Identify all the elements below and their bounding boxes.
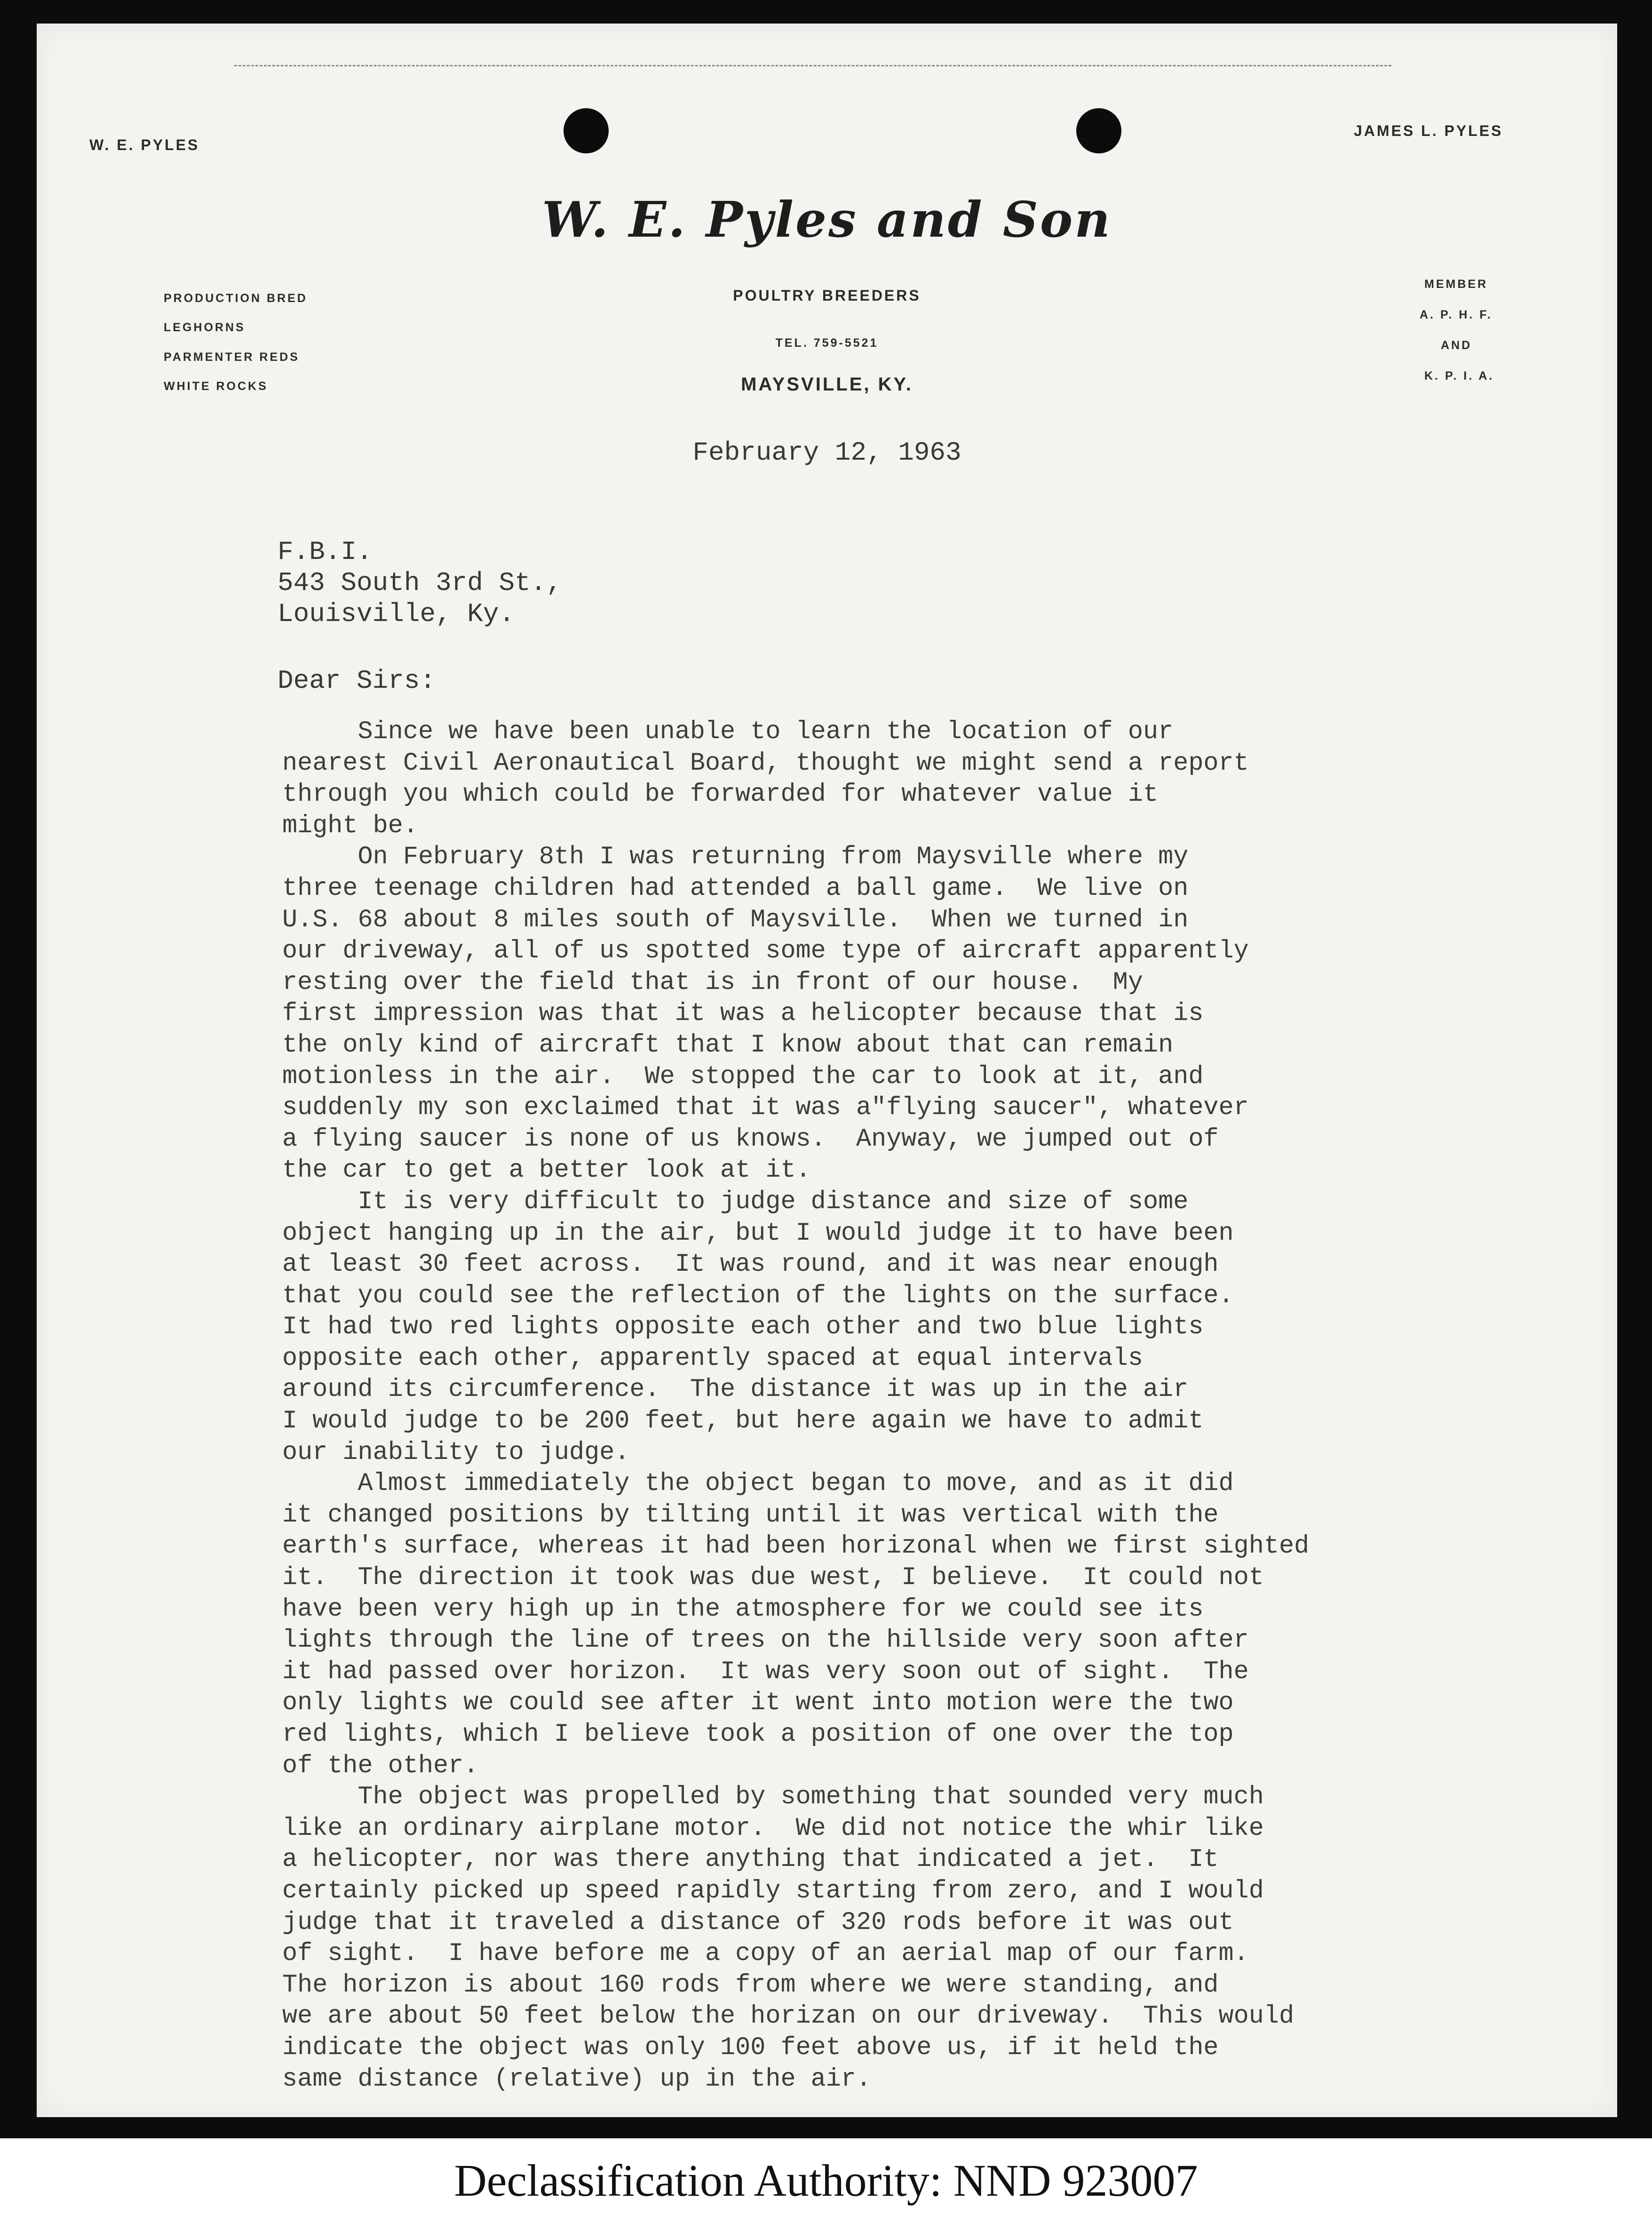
- body-line: it. The direction it took was due west, I believe. It could not: [282, 1563, 1264, 1593]
- membership-item: AND: [1441, 339, 1472, 352]
- body-line: Almost immediately the object began to move, and as it did: [282, 1469, 1234, 1498]
- breed-item: LEGHORNS: [164, 321, 246, 334]
- body-line: around its circumference. The distance it was up in the air: [282, 1375, 1189, 1404]
- body-line: resting over the field that is in front of our house. My: [282, 968, 1143, 997]
- business-line: POULTRY BREEDERS: [733, 287, 921, 304]
- body-line: it had passed over horizon. It was very soon out of sight. The: [282, 1657, 1249, 1686]
- letter-body: [282, 717, 1309, 2095]
- body-line: might be.: [282, 811, 418, 840]
- body-line: of the other.: [282, 1751, 479, 1780]
- body-line: our driveway, all of us spotted some type of aircraft apparently: [282, 937, 1249, 966]
- telephone-line: TEL. 759-5521: [775, 336, 879, 350]
- body-line: The object was propelled by something that sounded very much: [282, 1783, 1264, 1812]
- body-line: suddenly my son exclaimed that it was a"flying saucer", whatever: [282, 1093, 1249, 1123]
- recipient-line: 543 South 3rd St.,: [278, 568, 562, 598]
- membership-item: K. P. I. A.: [1424, 369, 1494, 382]
- body-line: indicate the object was only 100 feet above us, if it held the: [282, 2033, 1219, 2062]
- top-rule: [234, 65, 1391, 66]
- body-line: It is very difficult to judge distance and size of some: [282, 1187, 1189, 1216]
- firm-name: W. E. Pyles and Son: [542, 191, 1112, 248]
- membership-item: A. P. H. F.: [1420, 308, 1493, 321]
- body-line: motionless in the air. We stopped the car to look at it, and: [282, 1062, 1204, 1091]
- recipient-line: F.B.I.: [278, 537, 373, 567]
- body-line: It had two red lights opposite each other and two blue lights: [282, 1313, 1204, 1342]
- body-line: at least 30 feet across. It was round, and it was near enough: [282, 1250, 1219, 1279]
- body-line: On February 8th I was returning from Maysville where my: [282, 843, 1189, 872]
- recipient-line: Louisville, Ky.: [278, 599, 515, 629]
- body-line: a flying saucer is none of us knows. Anyway, we jumped out of: [282, 1124, 1219, 1154]
- salutation: Dear Sirs:: [278, 666, 436, 696]
- body-line: through you which could be forwarded for whatever value it: [282, 780, 1159, 809]
- body-line: The horizon is about 160 rods from where we were standing, and: [282, 1970, 1219, 2000]
- breed-item: PRODUCTION BRED: [164, 292, 308, 305]
- body-line: Since we have been unable to learn the location of our: [282, 717, 1174, 746]
- body-line: certainly picked up speed rapidly starting from zero, and I would: [282, 1876, 1264, 1905]
- body-line: we are about 50 feet below the horizan on our driveway. This would: [282, 2002, 1295, 2031]
- body-line: nearest Civil Aeronautical Board, thought we might send a report: [282, 749, 1249, 778]
- body-line: it changed positions by tilting until it was vertical with the: [282, 1500, 1219, 1530]
- body-line: red lights, which I believe took a position of one over the top: [282, 1720, 1234, 1749]
- membership-item: MEMBER: [1424, 278, 1488, 291]
- punch-hole-left: [564, 108, 609, 153]
- body-line: like an ordinary airplane motor. We did not notice the whir like: [282, 1814, 1264, 1843]
- body-line: opposite each other, apparently spaced at equal intervals: [282, 1344, 1143, 1373]
- body-line: of sight. I have before me a copy of an aerial map of our farm.: [282, 1939, 1249, 1968]
- body-line: our inability to judge.: [282, 1438, 630, 1467]
- letterhead-right-name: JAMES L. PYLES: [1354, 122, 1503, 139]
- breed-item: WHITE ROCKS: [164, 380, 268, 393]
- body-line: three teenage children had attended a ball game. We live on: [282, 874, 1189, 903]
- body-line: same distance (relative) up in the air.: [282, 2064, 872, 2094]
- body-line: a helicopter, nor was there anything that indicated a jet. It: [282, 1845, 1219, 1874]
- body-line: the car to get a better look at it.: [282, 1156, 811, 1185]
- declassification-footer: Declassification Authority: NND 923007: [0, 2138, 1652, 2223]
- body-line: judge that it traveled a distance of 320 rods before it was out: [282, 1908, 1234, 1937]
- body-line: lights through the line of trees on the hillside very soon after: [282, 1626, 1249, 1655]
- letterhead-left-name: W. E. PYLES: [89, 136, 200, 153]
- body-line: first impression was that it was a helicopter because that is: [282, 999, 1204, 1028]
- location-line: MAYSVILLE, KY.: [741, 374, 913, 395]
- breed-item: PARMENTER REDS: [164, 351, 300, 364]
- letter-page: [37, 24, 1617, 2117]
- body-line: only lights we could see after it went into motion were the two: [282, 1689, 1234, 1718]
- body-line: have been very high up in the atmosphere for we could see its: [282, 1594, 1204, 1624]
- body-line: earth's surface, whereas it had been horizonal when we first sighted: [282, 1532, 1310, 1561]
- body-line: the only kind of aircraft that I know about that can remain: [282, 1030, 1174, 1060]
- body-line: that you could see the reflection of the lights on the surface.: [282, 1281, 1234, 1310]
- body-line: object hanging up in the air, but I would judge it to have been: [282, 1219, 1234, 1248]
- letter-date: February 12, 1963: [692, 438, 961, 468]
- body-line: I would judge to be 200 feet, but here again we have to admit: [282, 1407, 1204, 1436]
- recipient-address: [278, 536, 562, 629]
- body-line: U.S. 68 about 8 miles south of Maysville. When we turned in: [282, 905, 1189, 934]
- punch-hole-right: [1076, 108, 1121, 153]
